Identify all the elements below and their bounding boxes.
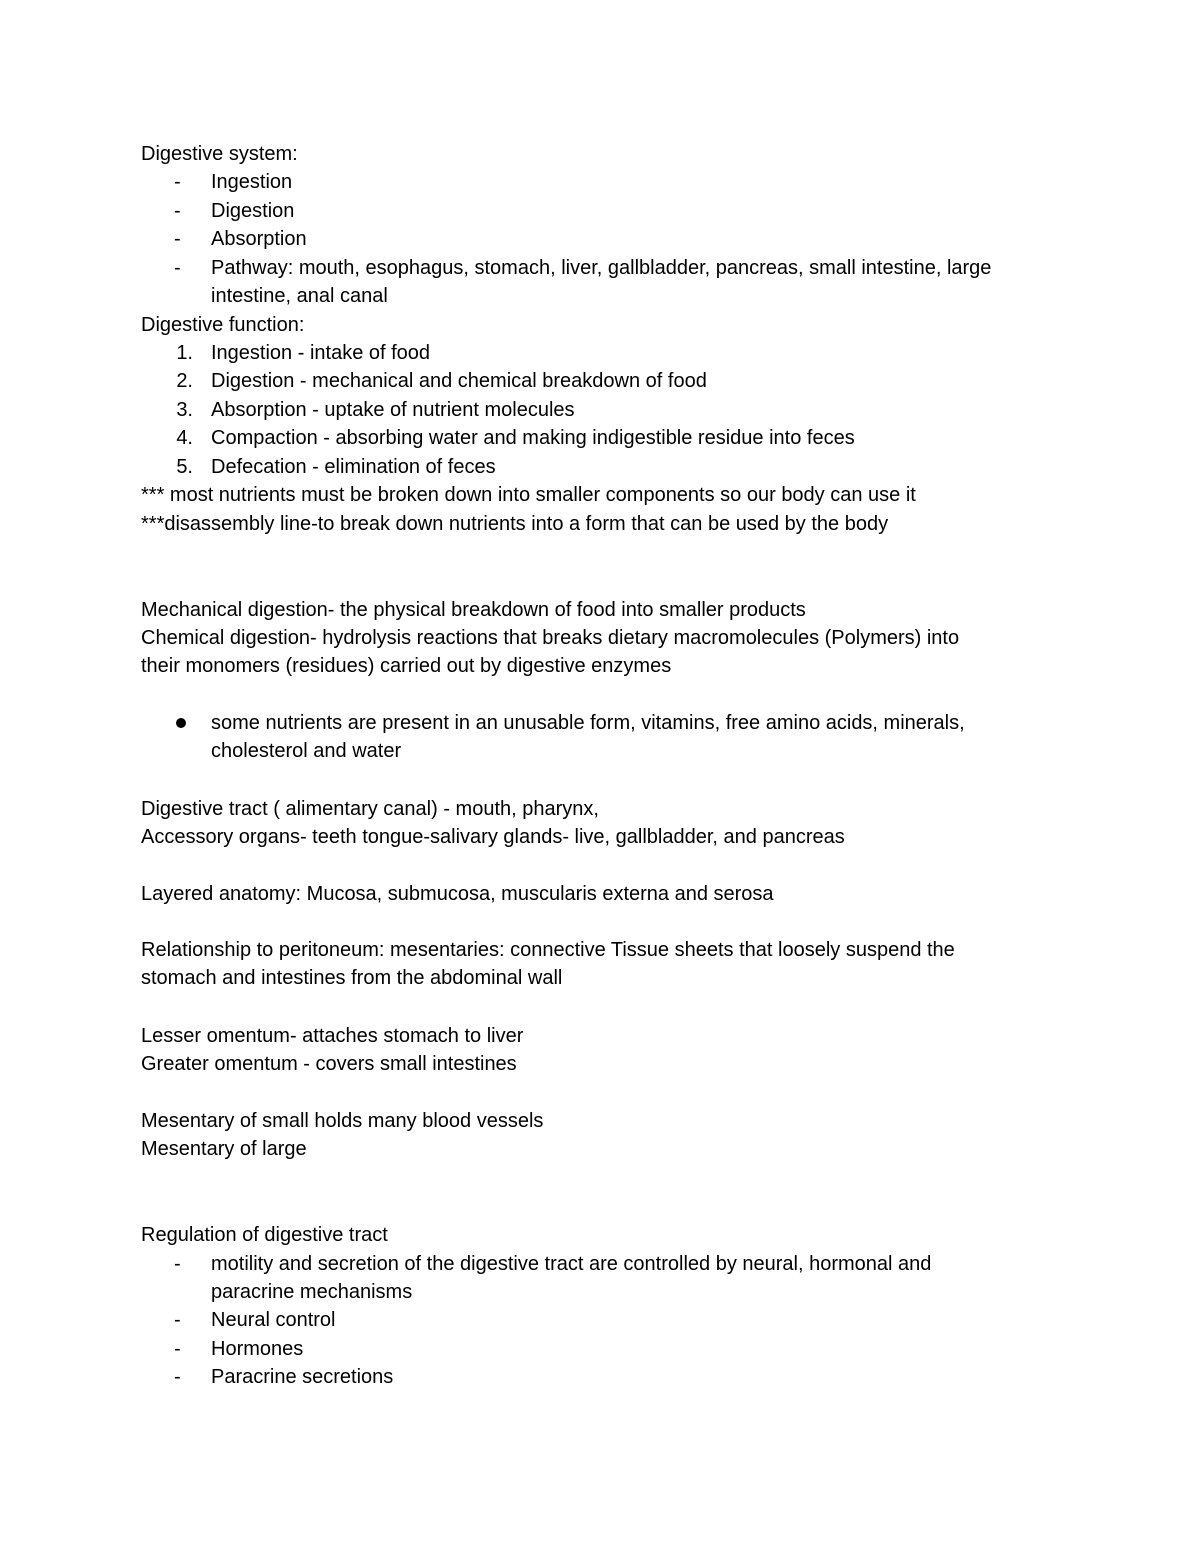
chemical-digestion-line1: Chemical digestion- hydrolysis reactions that breaks dietary macromolecules (Polymers) into [141, 627, 960, 649]
digestive-tract: Digestive tract ( alimentary canal) - mouth, pharynx, [141, 798, 599, 820]
list-item-digestion: Digestion [211, 200, 295, 222]
note-disassembly: ***disassembly line-to break down nutrients into a form that can be used by the body [141, 513, 889, 535]
greater-omentum: Greater omentum - covers small intestines [141, 1053, 517, 1075]
function-item-digestion: Digestion - mechanical and chemical breakdown of food [211, 370, 707, 392]
function-item-ingestion: Ingestion - intake of food [211, 342, 431, 364]
bullet-item-line2: cholesterol and water [211, 740, 402, 762]
list-number: 5. [176, 456, 193, 478]
layered-anatomy: Layered anatomy: Mucosa, submucosa, muscularis externa and serosa [141, 883, 774, 905]
bullet-item-line1: some nutrients are present in an unusable form, vitamins, free amino acids, minerals, [211, 712, 965, 734]
mesentary-small: Mesentary of small holds many blood vessels [141, 1110, 544, 1132]
list-dash: - [174, 1253, 181, 1275]
chemical-digestion-line2: their monomers (residues) carried out by digestive enzymes [141, 655, 672, 677]
regulation-item-motility-line1: motility and secretion of the digestive tract are controlled by neural, hormonal and [211, 1253, 932, 1275]
regulation-item-hormones: Hormones [211, 1338, 304, 1360]
digestive-system-heading: Digestive system: [141, 143, 298, 165]
list-item-pathway-continued: intestine, anal canal [211, 285, 388, 307]
bullet-dot-icon [176, 718, 186, 728]
list-dash: - [174, 228, 181, 250]
list-item-pathway: Pathway: mouth, esophagus, stomach, liver, gallbladder, pancreas, small intestine, large [211, 257, 992, 279]
regulation-item-neural: Neural control [211, 1309, 336, 1331]
list-item-ingestion: Ingestion [211, 171, 293, 193]
list-item-absorption: Absorption [211, 228, 307, 250]
list-dash: - [174, 1366, 181, 1388]
digestive-function-heading: Digestive function: [141, 314, 305, 336]
note-nutrients: *** most nutrients must be broken down into smaller components so our body can use it [141, 484, 916, 506]
regulation-heading: Regulation of digestive tract [141, 1224, 388, 1246]
list-number: 4. [176, 427, 193, 449]
list-dash: - [174, 1338, 181, 1360]
mesentary-large: Mesentary of large [141, 1138, 307, 1160]
list-number: 2. [176, 370, 193, 392]
peritoneum-line1: Relationship to peritoneum: mesentaries: connective Tissue sheets that loosely suspend the [141, 939, 955, 961]
list-dash: - [174, 171, 181, 193]
regulation-item-motility-line2: paracrine mechanisms [211, 1281, 413, 1303]
function-item-compaction: Compaction - absorbing water and making indigestible residue into feces [211, 427, 855, 449]
list-dash: - [174, 257, 181, 279]
list-dash: - [174, 200, 181, 222]
lesser-omentum: Lesser omentum- attaches stomach to liver [141, 1025, 524, 1047]
peritoneum-line2: stomach and intestines from the abdominal wall [141, 967, 563, 989]
list-number: 1. [176, 342, 193, 364]
function-item-absorption: Absorption - uptake of nutrient molecules [211, 399, 575, 421]
regulation-item-paracrine: Paracrine secretions [211, 1366, 394, 1388]
list-dash: - [174, 1309, 181, 1331]
function-item-defecation: Defecation - elimination of feces [211, 456, 496, 478]
accessory-organs: Accessory organs- teeth tongue-salivary glands- live, gallbladder, and pancreas [141, 826, 845, 848]
mechanical-digestion: Mechanical digestion- the physical breakdown of food into smaller products [141, 599, 806, 621]
list-number: 3. [176, 399, 193, 421]
